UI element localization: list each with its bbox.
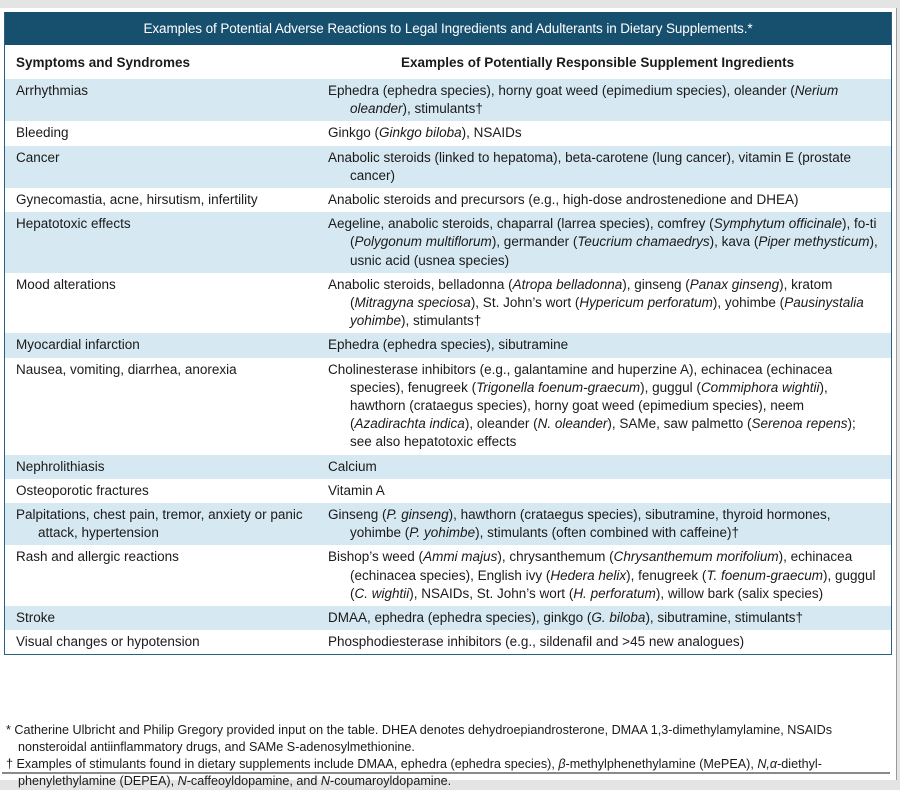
symptom-cell (5, 333, 313, 357)
ingredients-text: Ginkgo (Ginkgo biloba), NSAIDs (328, 125, 522, 141)
ingredients-cell (313, 121, 891, 145)
ingredients-cell (313, 358, 891, 455)
ingredients-text: Cholinesterase inhibitors (e.g., galantamine and huperzine A), echinacea (echinacea species), fenugreek (Trigonella foenum-graecum), guggul (Commiphora wightii), hawthorn (crataegus species), horny goat weed (epimedium species), neem (Azadirachta indica), oleander (N. oleander), SAMe, saw palmetto (Serenoa repens); see also hepatotoxic effects (328, 361, 856, 450)
symptom-text: Palpitations, chest pain, tremor, anxiety or panic attack, hypertension (16, 507, 303, 541)
adverse-reactions-table (4, 12, 892, 655)
ingredients-text: Phosphodiesterase inhibitors (e.g., sildenafil and >45 new analogues) (328, 634, 745, 650)
symptom-text: Arrhythmias (16, 83, 89, 98)
ingredients-text: Bishop’s weed (Ammi majus), chrysanthemum (Chrysanthemum morifolium), echinacea (echinacea species), English ivy (Hedera helix), fenugreek (T. foenum-graecum), guggul (C. wightii), NSAIDs, St. John’s wort (H. perforatum), willow bark (salix species) (328, 549, 876, 601)
symptom-cell (5, 146, 313, 188)
table-row (5, 455, 891, 479)
ingredients-text: Ephedra (ephedra species), sibutramine (328, 337, 569, 353)
ingredients-text: Ginseng (P. ginseng), hawthorn (crataegus species), sibutramine, thyroid hormones, yohimbe (P. yohimbe), stimulants (often combined with caffeine)† (328, 507, 831, 541)
table-row (5, 212, 891, 273)
column-header-symptoms: Symptoms and Syndromes (16, 54, 191, 70)
symptom-text: Cancer (16, 149, 60, 165)
symptom-text: Myocardial infarction (16, 337, 140, 353)
ingredients-text: Aegeline, anabolic steroids, chaparral (larrea species), comfrey (Symphytum officinale), fo-ti (Polygonum multiflorum), germander (Teucrium chamaedrys), kava (Piper methysticum), usnic acid (usnea species) (328, 216, 878, 268)
symptom-cell (5, 455, 313, 479)
ingredients-text: Ephedra (ephedra species), horny goat weed (epimedium species), oleander (Nerium oleander), stimulants† (328, 83, 839, 117)
symptom-text: Nephrolithiasis (16, 458, 105, 474)
table-row (5, 630, 891, 654)
symptom-text: Bleeding (16, 125, 69, 141)
ingredients-cell (313, 545, 891, 606)
symptom-cell (5, 121, 313, 145)
ingredients-text: DMAA, ephedra (ephedra species), ginkgo (G. biloba), sibutramine, stimulants† (328, 610, 803, 626)
table-title: Examples of Potential Adverse Reactions to Legal Ingredients and Adulterants in Dietary Supplements.* (5, 12, 891, 45)
table-row (5, 606, 891, 630)
symptom-cell (5, 358, 313, 455)
ingredients-cell (313, 146, 891, 188)
symptom-text: Gynecomastia, acne, hirsutism, infertility (16, 192, 258, 208)
ingredients-text: Vitamin A (328, 482, 385, 498)
symptom-text: Visual changes or hypotension (16, 634, 200, 650)
ingredients-cell (313, 212, 891, 273)
symptom-text: Stroke (16, 610, 56, 626)
table-row (5, 358, 891, 455)
ingredients-cell (313, 333, 891, 357)
table-row (5, 121, 891, 145)
ingredients-cell (313, 273, 891, 334)
table-body (5, 79, 891, 654)
symptom-text: Mood alterations (16, 276, 116, 292)
symptom-cell (5, 630, 313, 654)
ingredients-text: Anabolic steroids and precursors (e.g., high-dose androstenedione and DHEA) (328, 192, 799, 208)
document-page (0, 8, 897, 788)
ingredients-text: Calcium (328, 458, 377, 474)
symptom-cell (5, 79, 313, 121)
table-row (5, 273, 891, 334)
ingredients-cell (313, 479, 891, 503)
table-row (5, 146, 891, 188)
footnote-dagger: † Examples of stimulants found in dietary supplements include DMAA, ephedra (ephedra species), β-methylphenethylamine (MePEA), N,α-diethyl-phenylethylamine (DEPEA), N-caffeoyldopamine, and N-coumaroyldopamine. (6, 757, 822, 788)
symptom-cell (5, 212, 313, 273)
ingredients-cell (313, 630, 891, 654)
ingredients-cell (313, 188, 891, 212)
symptom-text: Nausea, vomiting, diarrhea, anorexia (16, 361, 237, 377)
table-row (5, 479, 891, 503)
ingredients-cell (313, 503, 891, 545)
ingredients-cell (313, 79, 891, 121)
column-header-ingredients: Examples of Potentially Responsible Supplement Ingredients (401, 54, 795, 70)
symptom-cell (5, 188, 313, 212)
ingredients-cell (313, 606, 891, 630)
ingredients-text: Anabolic steroids, belladonna (Atropa belladonna), ginseng (Panax ginseng), kratom (Mitragyna speciosa), St. John’s wort (Hypericum perforatum), yohimbe (Pausinystalia yohimbe), stimulants† (328, 276, 864, 329)
bottom-rule (2, 772, 890, 774)
ingredients-cell (313, 455, 891, 479)
symptom-cell (5, 273, 313, 334)
symptom-text: Rash and allergic reactions (16, 549, 179, 565)
symptom-text: Hepatotoxic effects (16, 216, 131, 232)
table-row (5, 503, 891, 545)
table-row (5, 545, 891, 606)
footnotes (6, 722, 886, 790)
symptom-cell (5, 479, 313, 503)
symptom-cell (5, 606, 313, 630)
table-row (5, 333, 891, 357)
column-header-row (5, 45, 891, 79)
table-row (5, 79, 891, 121)
symptom-cell (5, 545, 313, 606)
symptom-cell (5, 503, 313, 545)
symptom-text: Osteoporotic fractures (16, 482, 149, 498)
table-row (5, 188, 891, 212)
footnote-asterisk: * Catherine Ulbricht and Philip Gregory provided input on the table. DHEA denotes dehydroepiandrosterone, DMAA 1,3-dimethylamylamine, NSAIDs nonsteroidal antiinflammatory drugs, and SAMe S-adenosylmethionine. (6, 723, 833, 754)
ingredients-text: Anabolic steroids (linked to hepatoma), beta-carotene (lung cancer), vitamin E (prostate cancer) (328, 149, 852, 183)
